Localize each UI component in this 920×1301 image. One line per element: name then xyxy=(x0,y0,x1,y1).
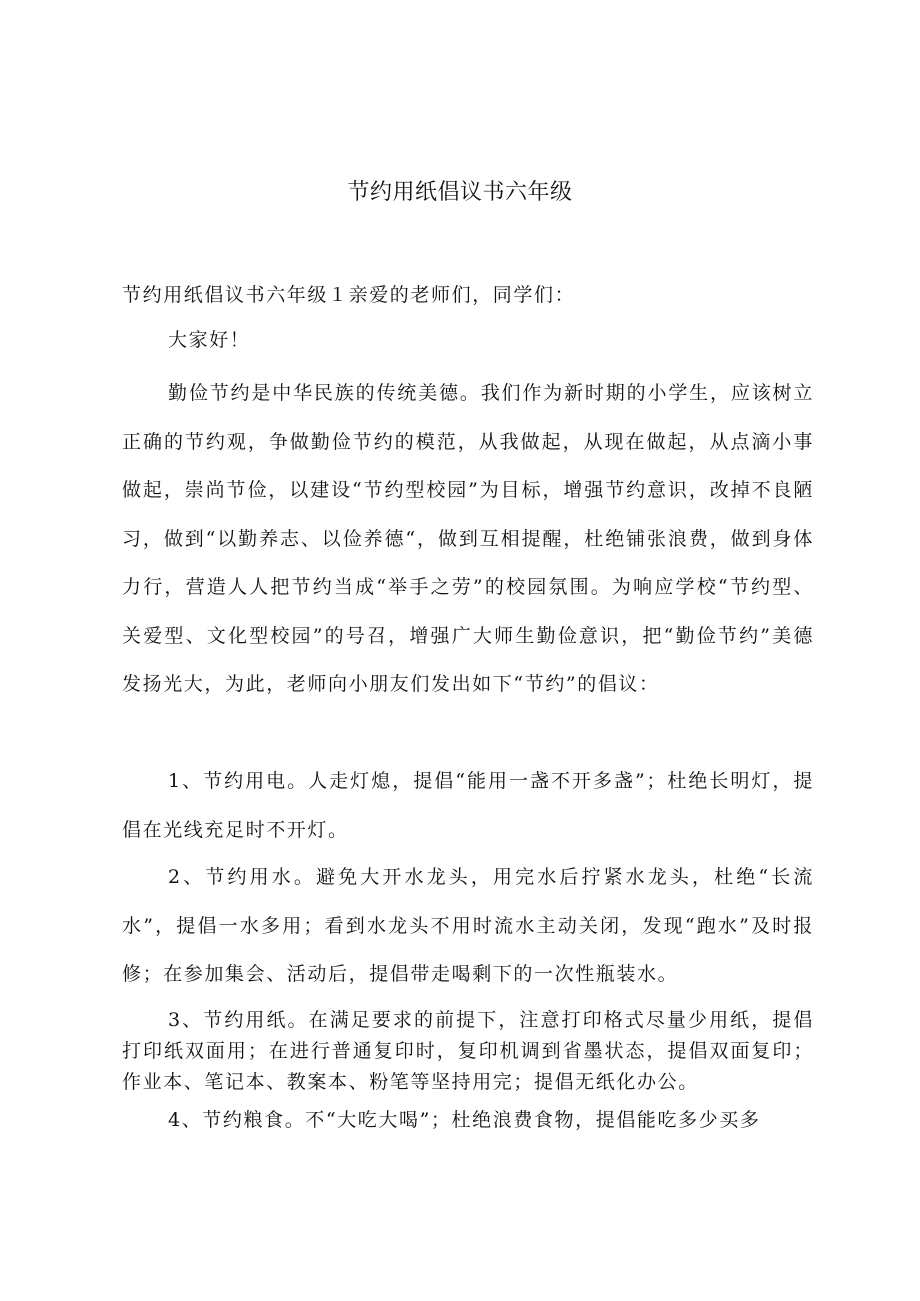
proposal-item-water: 2、节约用水。避免大开水龙头，用完水后拧紧水龙头，杜绝“长流水”，提倡一水多用；看到水龙头不用时流水主动关闭，发现“跑水”及时报修；在参加集会、活动后，提倡带走喝剩下的一次性瓶装水。 xyxy=(122,866,814,985)
proposal-item-electricity: 1、节约用电。人走灯熄，提倡“能用一盏不开多盏”；杜绝长明灯，提倡在光线充足时不开灯。 xyxy=(122,770,814,841)
intro-paragraph: 勤俭节约是中华民族的传统美德。我们作为新时期的小学生，应该树立正确的节约观，争做勤俭节约的模范，从我做起，从现在做起，从点滴小事做起，崇尚节俭，以建设“节约型校园”为目标，增强节约意识，改掉不良陋习，做到“以勤养志、以俭养德“，做到互相提醒，杜绝铺张浪费，做到身体力行，营造人人把节约当成“举手之劳”的校园氛围。为响应学校“节约型、关爱型、文化型校园”的号召，增强广大师生勤俭意识，把“勤俭节约”美德发扬光大，为此，老师向小朋友们发出如下“节约”的倡议： xyxy=(122,382,814,695)
salutation-line: 大家好！ xyxy=(168,329,251,351)
greeting-line: 节约用纸倡议书六年级１亲爱的老师们，同学们： xyxy=(122,284,576,306)
proposal-item-paper: 3、节约用纸。在满足要求的前提下，注意打印格式尽量少用纸，提倡打印纸双面用；在进行普通复印时，复印机调到省墨状态，提倡双面复印；作业本、笔记本、教案本、粉笔等坚持用完；提倡无纸化办公。 xyxy=(122,1009,814,1093)
document-title: 节约用纸倡议书六年级 xyxy=(347,180,573,205)
proposal-item-food: 4、节约粮食。不“大吃大喝”；杜绝浪费食物，提倡能吃多少买多 xyxy=(168,1109,761,1131)
